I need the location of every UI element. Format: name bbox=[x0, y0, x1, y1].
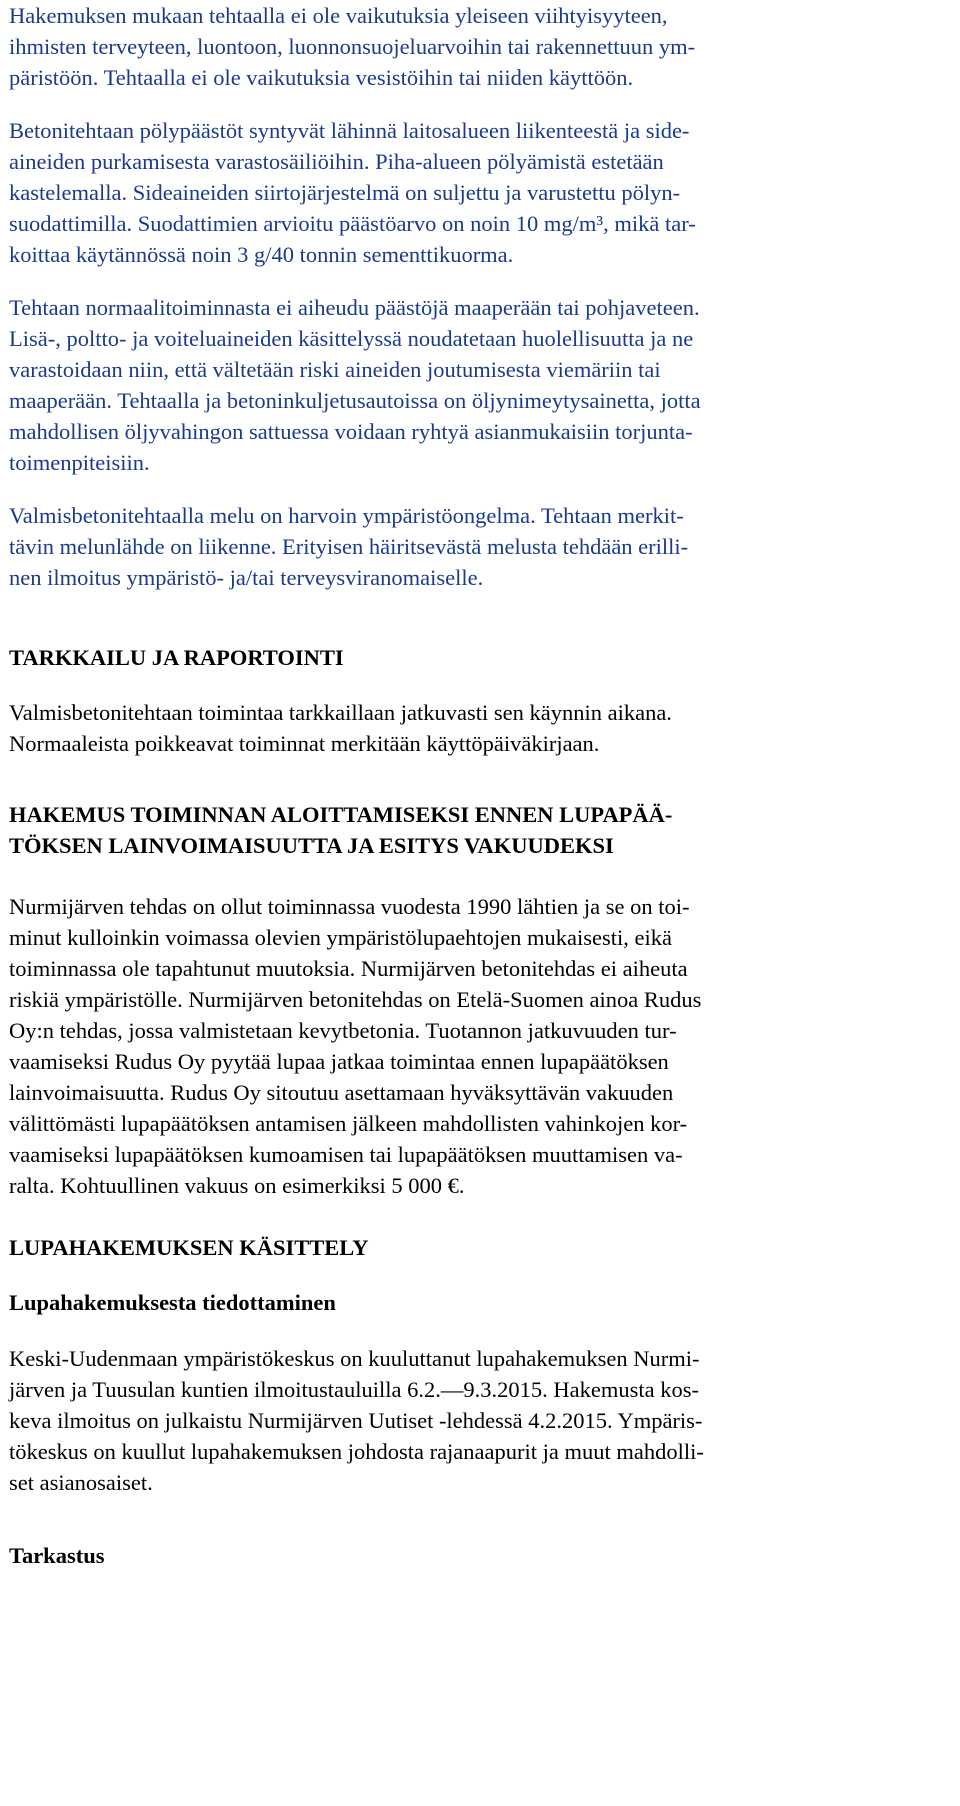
paragraph-dust-emissions bbox=[9, 115, 954, 270]
section-heading-early-start-application bbox=[9, 799, 954, 861]
paragraph-monitoring bbox=[9, 697, 954, 759]
text-line: kastelemalla. Sideaineiden siirtojärjestelmä on suljettu ja varustettu pölyn- bbox=[9, 180, 681, 205]
text-line: keva ilmoitus on julkaistu Nurmijärven Uutiset -lehdessä 4.2.2015. Ympäris- bbox=[9, 1408, 703, 1433]
heading-text: TARKKAILU JA RAPORTOINTI bbox=[9, 645, 344, 670]
text-line: Betonitehtaan pölypäästöt syntyvät lähinnä laitosalueen liikenteestä ja side- bbox=[9, 118, 690, 143]
paragraph-early-start bbox=[9, 891, 954, 1201]
text-line: Keski-Uudenmaan ympäristökeskus on kuuluttanut lupahakemuksen Nurmi- bbox=[9, 1346, 700, 1371]
heading-text: Lupahakemuksesta tiedottaminen bbox=[9, 1290, 336, 1315]
text-line: riskiä ympäristölle. Nurmijärven betonitehdas on Etelä-Suomen ainoa Rudus bbox=[9, 987, 702, 1012]
paragraph-noise bbox=[9, 500, 954, 593]
text-line: Lisä-, poltto- ja voiteluaineiden käsittelyssä noudatetaan huolellisuutta ja ne bbox=[9, 326, 694, 351]
text-line: päristöön. Tehtaalla ei ole vaikutuksia vesistöihin tai niiden käyttöön. bbox=[9, 65, 634, 90]
text-line: ihmisten terveyteen, luontoon, luonnonsuojeluarvoihin tai rakennettuun ym- bbox=[9, 34, 696, 59]
heading-text: LUPAHAKEMUKSEN KÄSITTELY bbox=[9, 1235, 369, 1260]
text-line: Oy:n tehdas, jossa valmistetaan kevytbetonia. Tuotannon jatkuvuuden tur- bbox=[9, 1018, 677, 1043]
text-line: maaperään. Tehtaalla ja betoninkuljetusautoissa on öljynimeytysainetta, jotta bbox=[9, 388, 701, 413]
heading-text: HAKEMUS TOIMINNAN ALOITTAMISEKSI ENNEN LUPAPÄÄ- bbox=[9, 802, 673, 827]
text-line: Valmisbetonitehtaan toimintaa tarkkaillaan jatkuvasti sen käynnin aikana. bbox=[9, 700, 672, 725]
paragraph-impacts bbox=[9, 0, 954, 93]
heading-text: Tarkastus bbox=[9, 1543, 105, 1568]
text-line: vaamiseksi lupapäätöksen kumoamisen tai lupapäätöksen muuttamisen va- bbox=[9, 1142, 683, 1167]
text-line: Tehtaan normaalitoiminnasta ei aiheudu päästöjä maaperään tai pohjaveteen. bbox=[9, 295, 700, 320]
section-heading-processing bbox=[9, 1232, 954, 1263]
text-line: aineiden purkamisesta varastosäiliöihin. Piha-alueen pölyämistä estetään bbox=[9, 149, 664, 174]
text-line: vaamiseksi Rudus Oy pyytää lupaa jatkaa toimintaa ennen lupapäätöksen bbox=[9, 1049, 669, 1074]
text-line: ralta. Kohtuullinen vakuus on esimerkiksi 5 000 €. bbox=[9, 1173, 465, 1198]
text-line: tävin melunlähde on liikenne. Erityisen häiritsevästä melusta tehdään erilli- bbox=[9, 534, 689, 559]
text-line: toimenpiteisiin. bbox=[9, 450, 150, 475]
text-line: minut kulloinkin voimassa olevien ympäristölupaehtojen mukaisesti, eikä bbox=[9, 925, 673, 950]
section-heading-monitoring bbox=[9, 642, 954, 673]
text-line: järven ja Tuusulan kuntien ilmoitustauluilla 6.2.—9.3.2015. Hakemusta kos- bbox=[9, 1377, 699, 1402]
text-line: Nurmijärven tehdas on ollut toiminnassa vuodesta 1990 lähtien ja se on toi- bbox=[9, 894, 690, 919]
text-line: varastoidaan niin, että vältetään riski aineiden joutumisesta viemäriin tai bbox=[9, 357, 661, 382]
text-line: välittömästi lupapäätöksen antamisen jälkeen mahdollisten vahinkojen kor- bbox=[9, 1111, 688, 1136]
text-line: lainvoimaisuutta. Rudus Oy sitoutuu asettamaan hyväksyttävän vakuuden bbox=[9, 1080, 674, 1105]
text-line: koittaa käytännössä noin 3 g/40 tonnin sementtikuorma. bbox=[9, 242, 514, 267]
text-line: Normaaleista poikkeavat toiminnat merkitään käyttöpäiväkirjaan. bbox=[9, 731, 600, 756]
subheading-notification bbox=[9, 1287, 954, 1318]
text-line: Valmisbetonitehtaalla melu on harvoin ympäristöongelma. Tehtaan merkit- bbox=[9, 503, 684, 528]
paragraph-notification bbox=[9, 1343, 954, 1498]
text-line: tökeskus on kuullut lupahakemuksen johdosta rajanaapurit ja muut mahdolli- bbox=[9, 1439, 704, 1464]
heading-text: TÖKSEN LAINVOIMAISUUTTA JA ESITYS VAKUUDEKSI bbox=[9, 833, 614, 858]
text-line: Hakemuksen mukaan tehtaalla ei ole vaikutuksia yleiseen viihtyisyyteen, bbox=[9, 3, 668, 28]
text-line: suodattimilla. Suodattimien arvioitu päästöarvo on noin 10 mg/m³, mikä tar- bbox=[9, 211, 696, 236]
text-line: nen ilmoitus ympäristö- ja/tai terveysviranomaiselle. bbox=[9, 565, 484, 590]
paragraph-soil-groundwater bbox=[9, 292, 954, 478]
subheading-inspection bbox=[9, 1540, 954, 1571]
text-line: set asianosaiset. bbox=[9, 1470, 153, 1495]
text-line: toiminnassa ole tapahtunut muutoksia. Nurmijärven betonitehdas ei aiheuta bbox=[9, 956, 688, 981]
text-line: mahdollisen öljyvahingon sattuessa voidaan ryhtyä asianmukaisiin torjunta- bbox=[9, 419, 693, 444]
